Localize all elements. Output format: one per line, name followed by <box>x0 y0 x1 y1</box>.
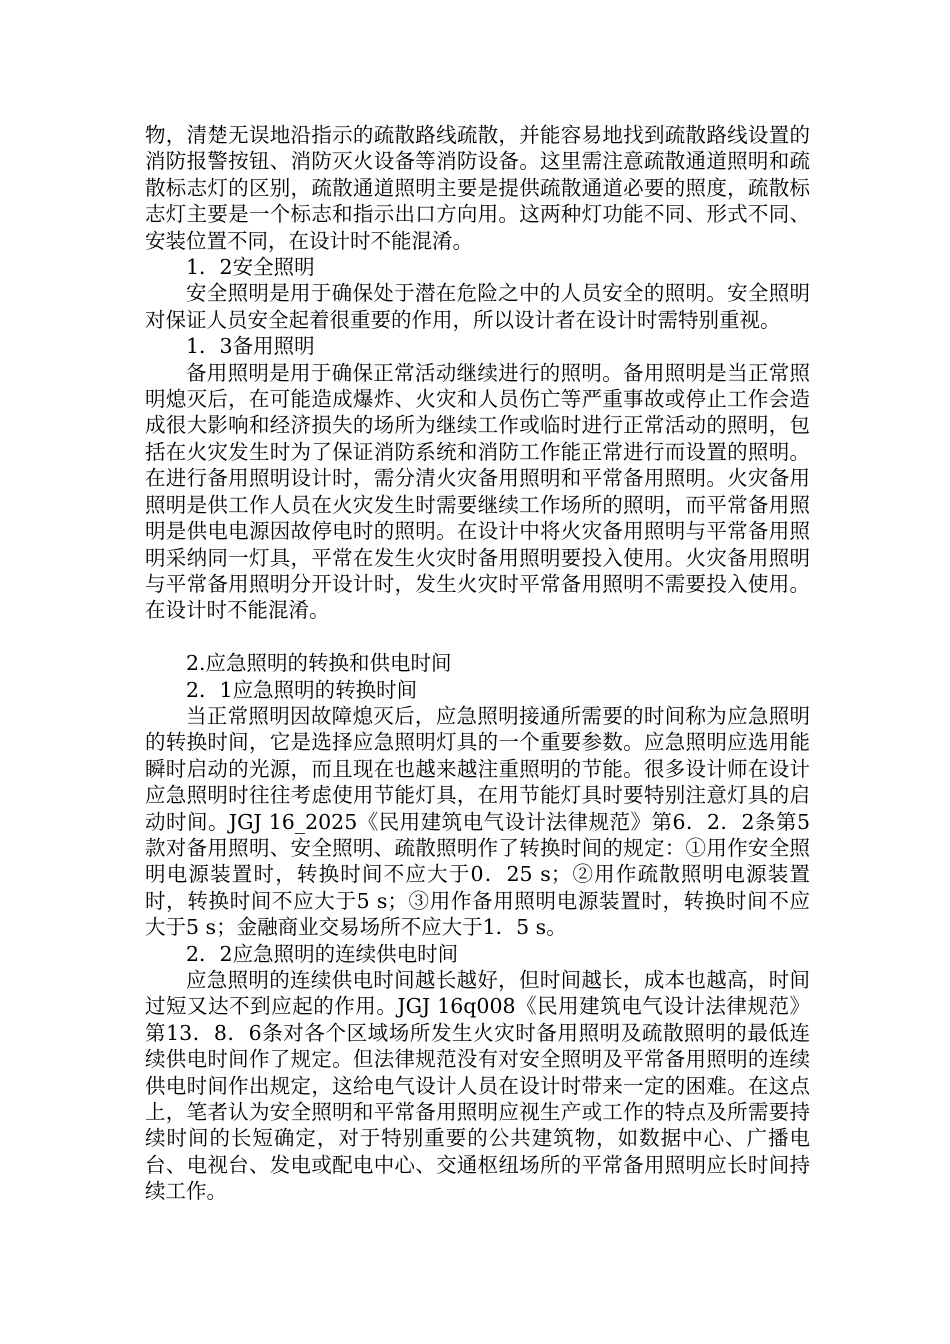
document-page <box>145 122 810 1205</box>
paragraph-supply-duration: 应急照明的连续供电时间越长越好，但时间越长，成本也越高，时间过短又达不到应起的作用。JGJ 16q008《民用建筑电气设计法律规范》第13．8．6条对各个区域场所发生火灾时备用照明及疏散照明的最低连续供电时间作了规定。但法律规范没有对安全照明及平常备用照明的连续供电时间作出规定，这给电气设计人员在设计时带来一定的困难。在这点上，笔者认为安全照明和平常备用照明应视生产或工作的特点及所需要持续时间的长短确定，对于特别重要的公共建筑物，如数据中心、广播电台、电视台、发电或配电中心、交通枢纽场所的平常备用照明应长时间持续工作。 <box>145 967 810 1204</box>
paragraph-standby-lighting: 备用照明是用于确保正常活动继续进行的照明。备用照明是当正常照明熄灭后，在可能造成爆炸、火灾和人员伤亡等严重事故或停止工作会造成很大影响和经济损失的场所为继续工作或临时进行正常活动的照明，包括在火灾发生时为了保证消防系统和消防工作能正常进行而设置的照明。在进行备用照明设计时，需分清火灾备用照明和平常备用照明。火灾备用照明是供工作人员在火灾发生时需要继续工作场所的照明，而平常备用照明是供电电源因故停电时的照明。在设计中将火灾备用照明与平常备用照明采纳同一灯具，平常在发生火灾时备用照明要投入使用。火灾备用照明与平常备用照明分开设计时，发生火灾时平常备用照明不需要投入使用。在设计时不能混淆。 <box>145 360 810 623</box>
heading-2-1: 2．1应急照明的转换时间 <box>186 677 418 702</box>
section-spacer <box>145 624 810 650</box>
paragraph-safety-lighting: 安全照明是用于确保处于潜在危险之中的人员安全的照明。安全照明对保证人员安全起着很重要的作用，所以设计者在设计时需特别重视。 <box>145 281 810 332</box>
heading-1-3: 1．3备用照明 <box>186 334 315 359</box>
paragraph-switch-time: 当正常照明因故障熄灭后，应急照明接通所需要的时间称为应急照明的转换时间，它是选择应急照明灯具的一个重要参数。应急照明应选用能瞬时启动的光源，而且现在也越来越注重照明的节能。很多设计师在设计应急照明时往往考虑使用节能灯具，在用节能灯具时要特别注意灯具的启动时间。JGJ 16_2025《民用建筑电气设计法律规范》第6．2．2条第5款对备用照明、安全照明、疏散照明作了转换时间的规定：①用作安全照明电源装置时，转换时间不应大于0．25 s；②用作疏散照明电源装置时，转换时间不应大于5 s；③用作备用照明电源装置时，转换时间不应大于5 s；金融商业交易场所不应大于1．5 s。 <box>145 703 810 940</box>
paragraph-evacuation-continued: 物，清楚无误地沿指示的疏散路线疏散，并能容易地找到疏散路线设置的消防报警按钮、消防灭火设备等消防设备。这里需注意疏散通道照明和疏散标志灯的区别，疏散通道照明主要是提供疏散通道必要的照度，疏散标志灯主要是一个标志和指示出口方向用。这两种灯功能不同、形式不同、安装位置不同，在设计时不能混淆。 <box>145 123 810 253</box>
heading-2: 2.应急照明的转换和供电时间 <box>186 651 452 676</box>
heading-1-2: 1．2安全照明 <box>186 255 315 280</box>
heading-2-2: 2．2应急照明的连续供电时间 <box>186 941 459 966</box>
